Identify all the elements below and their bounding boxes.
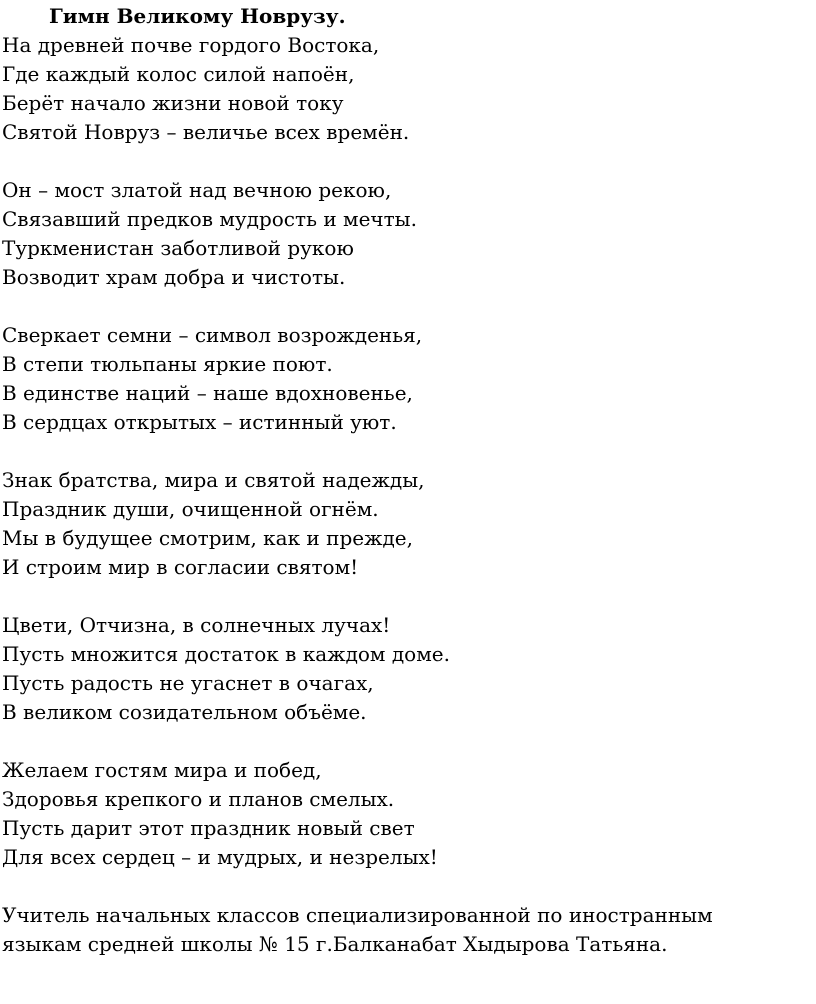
author-signature: Учитель начальных классов специализированной по иностранным языкам средней школы № 15 г.Балканабат Хыдырова Татьяна. xyxy=(2,903,713,956)
poem-line: Сверкает семни – символ возрожденья, xyxy=(2,323,423,347)
poem-line: В степи тюльпаны яркие поют. xyxy=(2,352,333,376)
stanza xyxy=(2,321,812,437)
poem-line: В единстве наций – наше вдохновенье, xyxy=(2,381,413,405)
poem-line: В великом созидательном объёме. xyxy=(2,700,367,724)
poem-line: На древней почве гордого Востока, xyxy=(2,33,380,57)
poem-line: В сердцах открытых – истинный уют. xyxy=(2,410,397,434)
poem-line: Связавший предков мудрость и мечты. xyxy=(2,207,417,231)
stanza xyxy=(2,611,812,727)
poem-line: И строим мир в согласии святом! xyxy=(2,555,359,579)
poem-line: Пусть множится достаток в каждом доме. xyxy=(2,642,450,666)
poem-line: Берёт начало жизни новой току xyxy=(2,91,344,115)
poem-body xyxy=(2,31,812,959)
poem-line: Знак братства, мира и святой надежды, xyxy=(2,468,425,492)
poem-line: Туркменистан заботливой рукою xyxy=(2,236,354,260)
stanza xyxy=(2,756,812,872)
poem-line: Цвети, Отчизна, в солнечных лучах! xyxy=(2,613,391,637)
poem-line: Здоровья крепкого и планов смелых. xyxy=(2,787,395,811)
stanza xyxy=(2,176,812,292)
poem-line: Праздник души, очищенной огнём. xyxy=(2,497,379,521)
stanza xyxy=(2,31,812,147)
poem-line: Где каждый колос силой напоён, xyxy=(2,62,355,86)
poem-line: Он – мост златой над вечною рекою, xyxy=(2,178,392,202)
poem-title: Гимн Великому Новрузу. xyxy=(49,4,346,28)
poem-line: Возводит храм добра и чистоты. xyxy=(2,265,346,289)
poem-line: Желаем гостям мира и побед, xyxy=(2,758,322,782)
stanza xyxy=(2,466,812,582)
poem-line: Для всех сердец – и мудрых, и незрелых! xyxy=(2,845,438,869)
poem-line: Пусть радость не угаснет в очагах, xyxy=(2,671,374,695)
poem-line: Пусть дарит этот праздник новый свет xyxy=(2,816,415,840)
poem-line: Мы в будущее смотрим, как и прежде, xyxy=(2,526,413,550)
poem-line: Святой Новруз – величье всех времён. xyxy=(2,120,410,144)
